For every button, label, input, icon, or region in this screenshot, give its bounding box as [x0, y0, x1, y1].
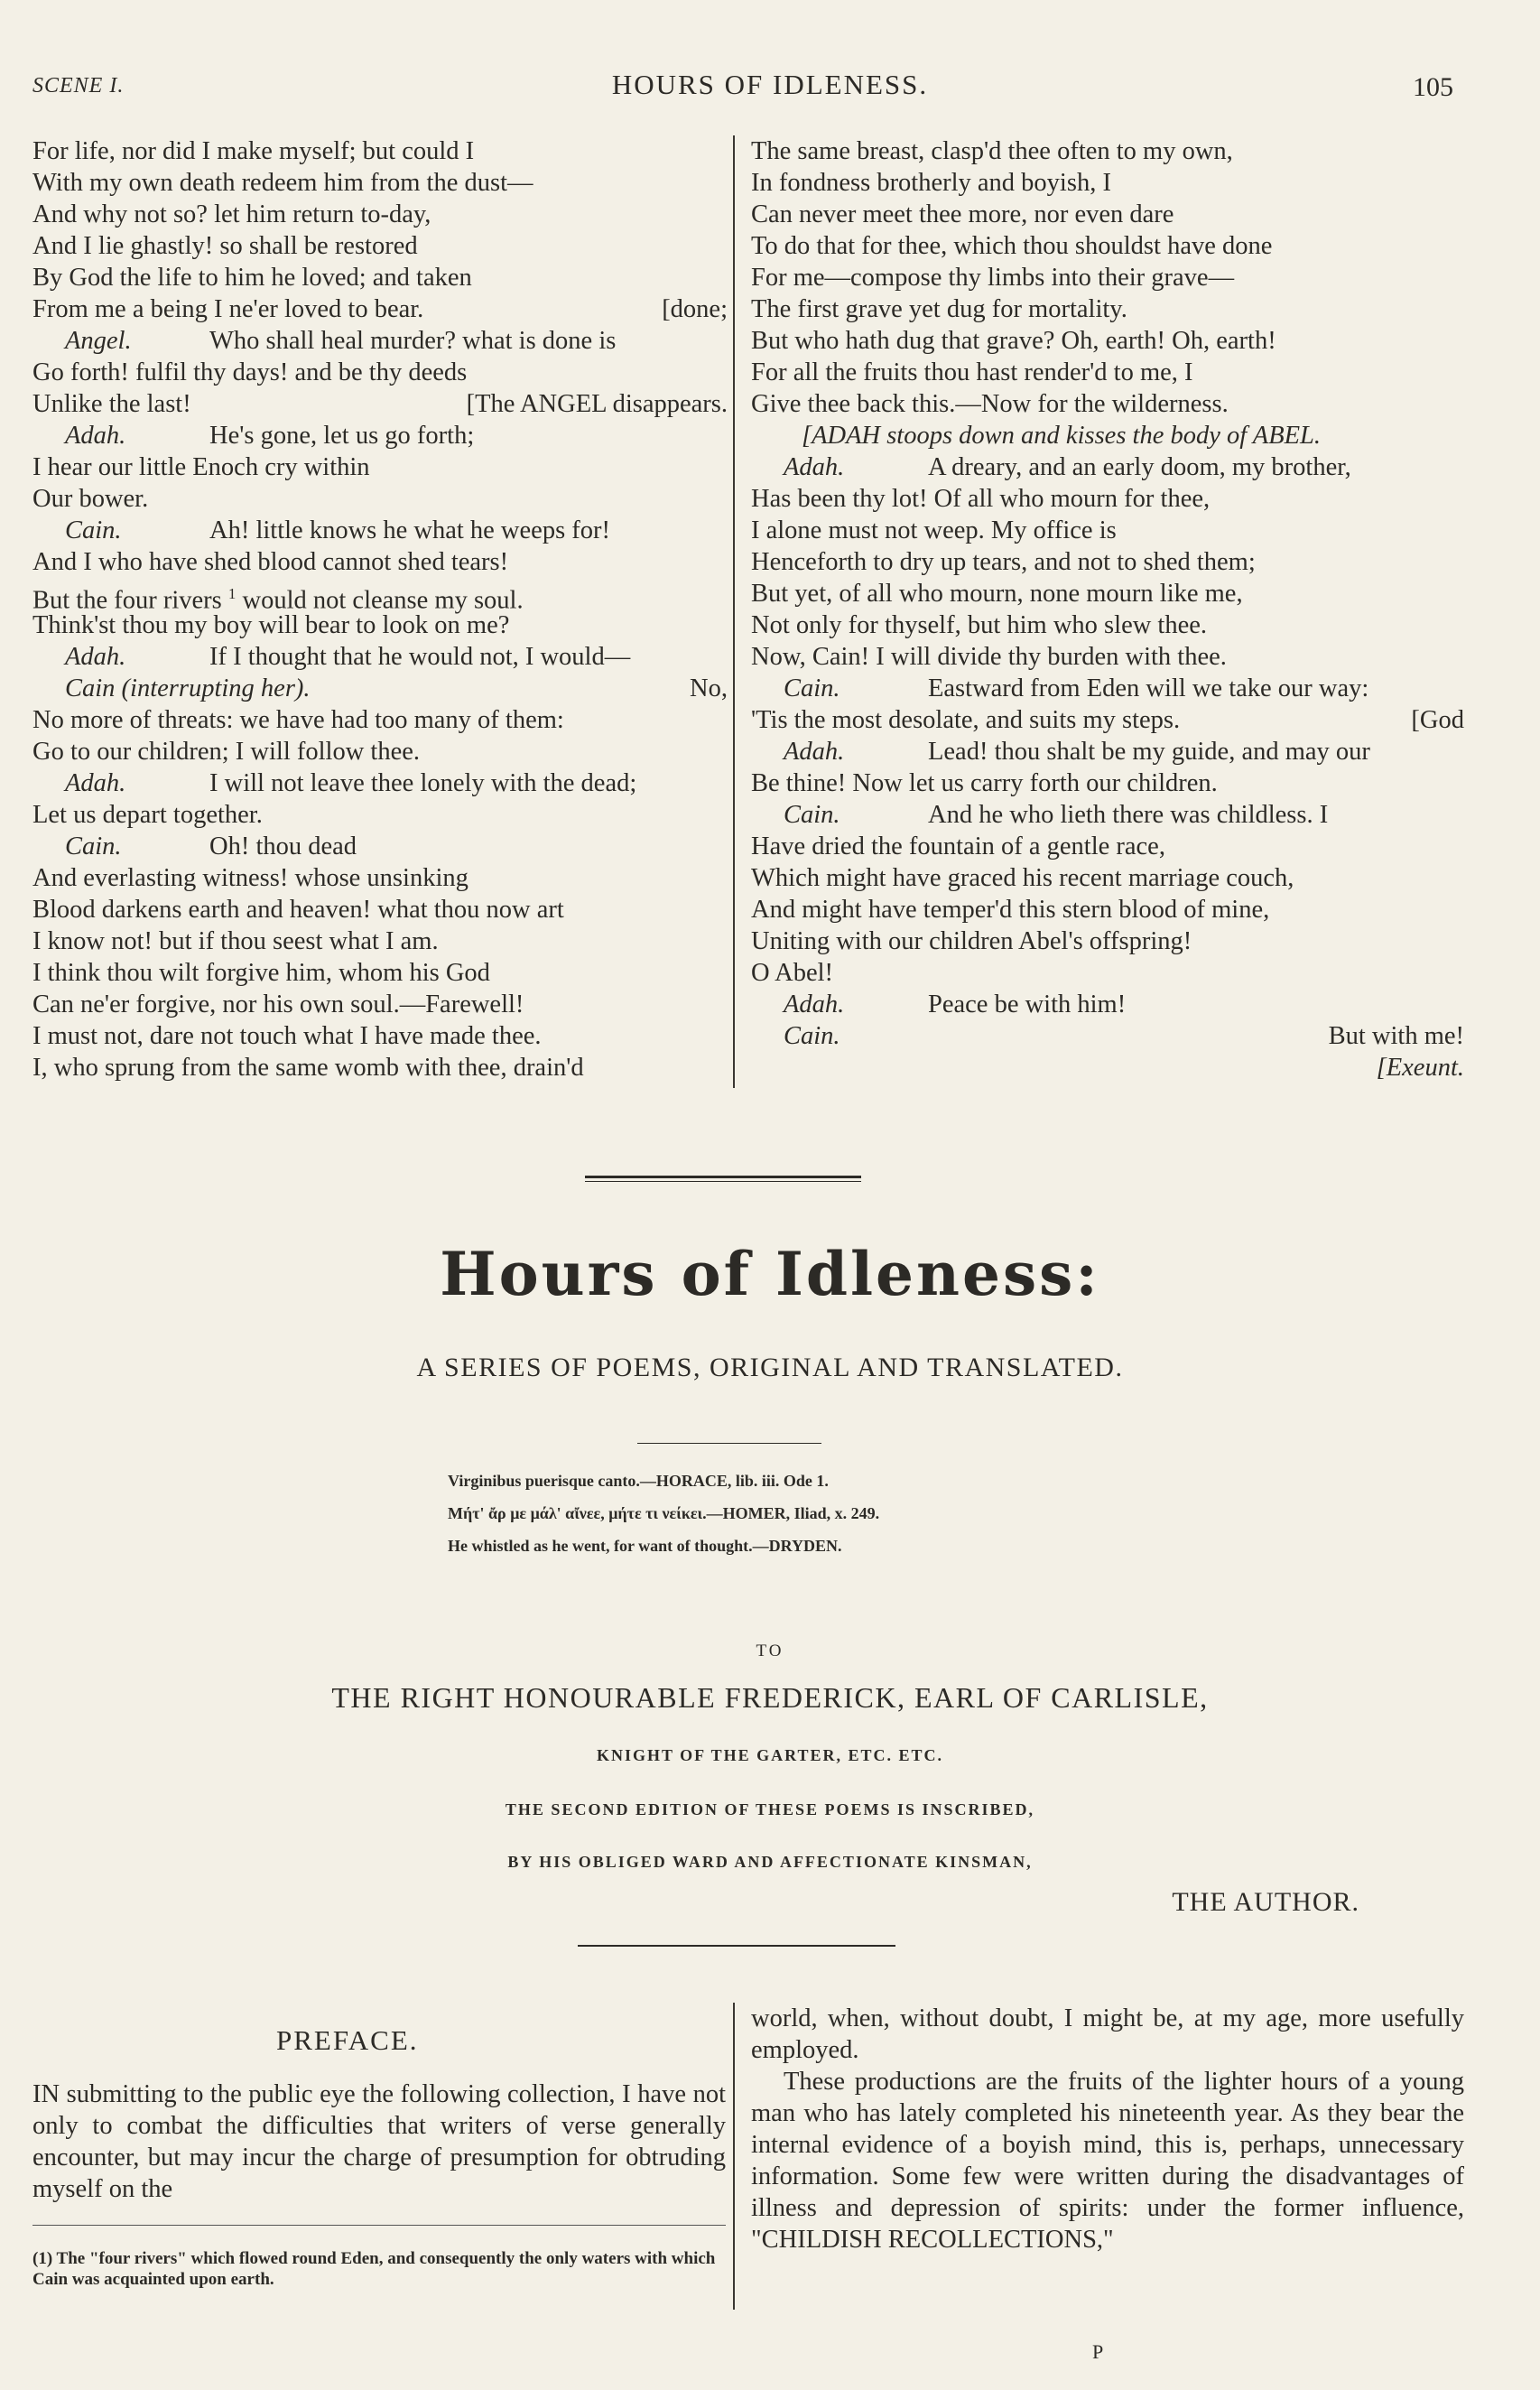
verse-line — [751, 799, 1464, 831]
verse-text: And why not so? let him return to-day, — [32, 200, 431, 228]
verse-line — [32, 388, 728, 420]
verse-text: Give thee back this.—Now for the wilderness. — [751, 390, 1229, 418]
epigraph-dryden: He whistled as he went, for want of thought.—DRYDEN. — [448, 1537, 842, 1555]
verse-text: 'Tis the most desolate, and suits my steps. — [751, 706, 1181, 734]
verse-text: And everlasting witness! whose unsinking — [32, 864, 468, 892]
verse-line — [751, 483, 1464, 515]
verse-line — [751, 862, 1464, 894]
verse-text: I know not! but if thou seest what I am. — [32, 927, 439, 955]
verse-line — [751, 293, 1464, 325]
verse-text: But the four rivers — [32, 586, 222, 615]
verse-line — [751, 546, 1464, 578]
verse-text: For life, nor did I make myself; but could I — [32, 137, 475, 165]
verse-line — [32, 894, 728, 925]
verse-text: Eastward from Eden will we take our way: — [928, 674, 1369, 702]
verse-line — [32, 357, 728, 388]
dedication-to: TO — [756, 1641, 784, 1660]
column-divider — [733, 135, 735, 1088]
verse-text: Our bower. — [32, 485, 149, 513]
verse-line — [32, 325, 728, 357]
verse-line — [751, 673, 1464, 704]
epigraph-rule — [637, 1443, 821, 1444]
verse-text: Oh! thou dead — [209, 832, 357, 860]
verse-text: No more of threats: we have had too many of them: — [32, 706, 564, 734]
verse-text: Which might have graced his recent marriage couch, — [751, 864, 1294, 892]
title-rule-top — [585, 1176, 861, 1178]
verse-line — [32, 483, 728, 515]
verse-line — [751, 1052, 1464, 1083]
verse-line — [32, 515, 728, 546]
verse-line — [751, 831, 1464, 862]
preface-paragraph-continued: world, when, without doubt, I might be, at my age, more usefully employed. — [751, 2004, 1464, 2064]
verse-line — [751, 1020, 1464, 1052]
speaker-name: Cain. — [784, 1022, 840, 1050]
verse-text: For all the fruits thou hast render'd to me, I — [751, 358, 1193, 386]
verse-text: And might have temper'd this stern blood of mine, — [751, 896, 1270, 924]
speaker-name: Adah. — [65, 422, 126, 450]
footnote-ref: 1 — [227, 585, 237, 602]
verse-line — [32, 1020, 728, 1052]
speaker-name: Cain. — [784, 674, 840, 702]
verse-line — [751, 641, 1464, 673]
verse-column-right — [751, 135, 1464, 1083]
verse-text: Let us depart together. — [32, 801, 263, 829]
verse-text: A dreary, and an early doom, my brother, — [928, 453, 1351, 481]
verse-text: Ah! little knows he what he weeps for! — [209, 516, 611, 544]
dedication-garter: KNIGHT OF THE GARTER, ETC. ETC. — [596, 1746, 944, 1764]
preface-column-divider — [733, 2003, 735, 2310]
dedication-signature: THE AUTHOR. — [1172, 1887, 1359, 1917]
verse-line — [751, 262, 1464, 293]
footnote: (1) The "four rivers" which flowed round Eden, and consequently the only waters with which Cain was acquainted upon earth. — [32, 2249, 716, 2289]
verse-line — [751, 388, 1464, 420]
verse-text: By God the life to him he loved; and taken — [32, 264, 472, 292]
running-head-scene: SCENE I. — [32, 74, 125, 98]
verse-line — [32, 230, 728, 262]
verse-line — [751, 578, 1464, 609]
verse-line — [751, 609, 1464, 641]
verse-line — [32, 862, 728, 894]
stage-direction: [ADAH stoops down and kisses the body of ABEL. — [802, 422, 1321, 450]
verse-text: I think thou wilt forgive him, whom his God — [32, 959, 490, 987]
verse-column-left — [32, 135, 728, 1083]
speaker-name: Angel. — [65, 327, 132, 355]
epigraph-horace: Virginibus puerisque canto.—HORACE, lib. iii. Ode 1. — [448, 1472, 829, 1490]
verse-line — [32, 736, 728, 767]
running-head-title: HOURS OF IDLENESS. — [611, 69, 929, 100]
verse-line — [32, 262, 728, 293]
verse-text: The first grave yet dug for mortality. — [751, 295, 1127, 323]
verse-line — [751, 420, 1464, 451]
verse-line — [751, 925, 1464, 957]
verse-text: He's gone, let us go forth; — [209, 422, 475, 450]
verse-text: Peace be with him! — [928, 990, 1127, 1018]
preface-text-left: IN submitting to the public eye the following collection, I have not only to combat the difficulties that writers of verse generally encounter, but may incur the charge of presumption for obtruding myself on the — [32, 2080, 726, 2203]
verse-line — [32, 167, 728, 199]
verse-right-text: [The ANGEL disappears. — [466, 390, 728, 418]
verse-text: To do that for thee, which thou shouldst have done — [751, 232, 1273, 260]
book-title: Hours of Idleness: — [440, 1239, 1100, 1309]
dedication-name: THE RIGHT HONOURABLE FREDERICK, EARL OF CARLISLE, — [331, 1681, 1209, 1714]
verse-line — [751, 736, 1464, 767]
speaker-name: Cain. — [784, 801, 840, 829]
speaker-name: Adah. — [65, 769, 126, 797]
speaker-name: Cain. — [65, 516, 122, 544]
verse-text: And I lie ghastly! so shall be restored — [32, 232, 418, 260]
verse-text: Unlike the last! — [32, 390, 191, 418]
verse-text: Henceforth to dry up tears, and not to shed them; — [751, 548, 1256, 576]
verse-text: Can never meet thee more, nor even dare — [751, 200, 1174, 228]
book-subtitle: A SERIES OF POEMS, ORIGINAL AND TRANSLATED. — [416, 1353, 1124, 1382]
verse-text: With my own death redeem him from the dust— — [32, 169, 533, 197]
verse-right-text: [God — [1411, 706, 1464, 734]
verse-text: I will not leave thee lonely with the dead; — [209, 769, 637, 797]
verse-line — [751, 357, 1464, 388]
verse-line — [32, 673, 728, 704]
speaker-name: Adah. — [784, 990, 845, 1018]
verse-text: Has been thy lot! Of all who mourn for thee, — [751, 485, 1211, 513]
preface-text-right — [751, 2003, 1464, 2255]
verse-right-text: [done; — [662, 295, 728, 323]
verse-line — [32, 451, 728, 483]
dedication-inscribed: THE SECOND EDITION OF THESE POEMS IS INSCRIBED, — [505, 1800, 1035, 1818]
verse-line — [751, 767, 1464, 799]
verse-line — [32, 546, 728, 578]
verse-right-text: But with me! — [1328, 1022, 1464, 1050]
verse-line — [751, 894, 1464, 925]
verse-line — [32, 767, 728, 799]
verse-line — [751, 451, 1464, 483]
verse-line — [751, 957, 1464, 989]
verse-text: Lead! thou shalt be my guide, and may our — [928, 738, 1370, 766]
verse-text: If I thought that he would not, I would— — [209, 643, 631, 671]
verse-text: But who hath dug that grave? Oh, earth! Oh, earth! — [751, 327, 1276, 355]
page-number: 105 — [1413, 72, 1453, 102]
stage-direction: [Exeunt. — [1376, 1054, 1464, 1082]
verse-text: Have dried the fountain of a gentle race, — [751, 832, 1165, 860]
title-rule-bottom — [585, 1181, 861, 1182]
verse-text: I, who sprung from the same womb with thee, drain'd — [32, 1054, 584, 1082]
verse-line — [751, 989, 1464, 1020]
verse-text: Uniting with our children Abel's offspring! — [751, 927, 1192, 955]
verse-line — [32, 293, 728, 325]
verse-line — [32, 989, 728, 1020]
verse-line — [751, 199, 1464, 230]
verse-right-text: No, — [690, 674, 728, 702]
verse-text: Blood darkens earth and heaven! what thou now art — [32, 896, 564, 924]
verse-text: And I who have shed blood cannot shed tears! — [32, 548, 509, 576]
preface-rule — [578, 1945, 895, 1947]
verse-text: In fondness brotherly and boyish, I — [751, 169, 1111, 197]
verse-line — [32, 609, 728, 641]
verse-text: Not only for thyself, but him who slew thee. — [751, 611, 1208, 639]
verse-line — [32, 135, 728, 167]
verse-line — [751, 167, 1464, 199]
dedication-kinsman: BY HIS OBLIGED WARD AND AFFECTIONATE KINSMAN, — [507, 1853, 1033, 1871]
verse-text: The same breast, clasp'd thee often to my own, — [751, 137, 1233, 165]
speaker-name: Adah. — [784, 453, 845, 481]
verse-line — [32, 199, 728, 230]
verse-text: Be thine! Now let us carry forth our children. — [751, 769, 1218, 797]
verse-line — [32, 957, 728, 989]
signature-mark: P — [1092, 2340, 1104, 2363]
verse-text: But yet, of all who mourn, none mourn like me, — [751, 580, 1243, 608]
verse-line — [751, 515, 1464, 546]
verse-line — [751, 704, 1464, 736]
verse-text: From me a being I ne'er loved to bear. — [32, 295, 424, 323]
verse-line — [32, 1052, 728, 1083]
verse-text: I must not, dare not touch what I have made thee. — [32, 1022, 542, 1050]
verse-line — [751, 230, 1464, 262]
epigraph-homer: Μήτ' ἄρ με μάλ' αἴνεε, μήτε τι νείκει.—HOMER, Iliad, x. 249. — [448, 1504, 880, 1522]
verse-text: I alone must not weep. My office is — [751, 516, 1117, 544]
verse-text: Go to our children; I will follow thee. — [32, 738, 420, 766]
verse-text: For me—compose thy limbs into their grave— — [751, 264, 1235, 292]
speaker-name: Adah. — [784, 738, 845, 766]
verse-text: Can ne'er forgive, nor his own soul.—Farewell! — [32, 990, 524, 1018]
verse-line — [32, 799, 728, 831]
verse-text: O Abel! — [751, 959, 834, 987]
verse-text: Who shall heal murder? what is done is — [209, 327, 617, 355]
verse-text: Go forth! fulfil thy days! and be thy deeds — [32, 358, 468, 386]
verse-line — [32, 925, 728, 957]
speaker-name: Cain. — [65, 832, 122, 860]
speaker-name: Cain (interrupting her). — [65, 674, 311, 702]
verse-line — [32, 641, 728, 673]
footnote-rule — [32, 2225, 726, 2226]
preface-paragraph-2: These productions are the fruits of the lighter hours of a young man who has lately completed his nineteenth year. As they bear the internal evidence of a boyish mind, this is, perhaps, unnecessary information. Some few were written during the disadvantages of illness and depression of spirits: under the former influence, "CHILDISH RECOLLECTIONS," — [751, 2068, 1464, 2254]
verse-text: And he who lieth there was childless. I — [928, 801, 1329, 829]
verse-line — [32, 831, 728, 862]
verse-line — [32, 578, 728, 615]
verse-line — [751, 135, 1464, 167]
verse-text: Think'st thou my boy will bear to look on me? — [32, 611, 510, 639]
verse-text: Now, Cain! I will divide thy burden with thee. — [751, 643, 1227, 671]
verse-line — [751, 325, 1464, 357]
verse-line — [32, 420, 728, 451]
verse-text: would not cleanse my soul. — [236, 586, 524, 615]
verse-line — [32, 704, 728, 736]
speaker-name: Adah. — [65, 643, 126, 671]
preface-heading: PREFACE. — [276, 2024, 419, 2056]
verse-text: I hear our little Enoch cry within — [32, 453, 370, 481]
